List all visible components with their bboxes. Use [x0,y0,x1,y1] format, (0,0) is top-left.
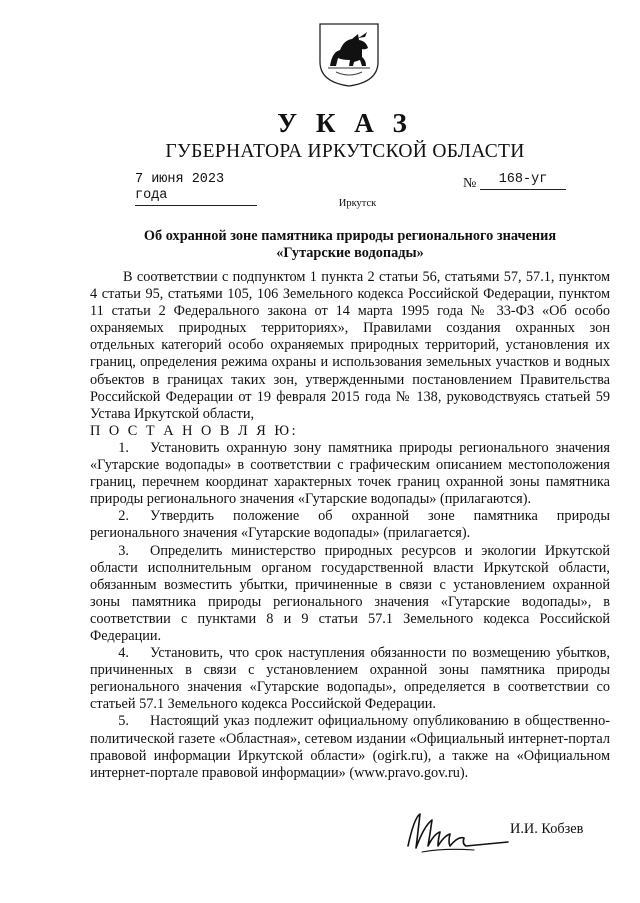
signatory-name: И.И. Кобзев [510,821,584,837]
clause-text: Настоящий указ подлежит официальному опубликованию в общественно-политической газете «Областная», сетевом издании «Официальный интернет-портал правовой информации Иркутской области» (ogirk.ru), а также на «Официальном интернет-портале правовой информации» (www.pravo.gov.ru). [90,713,610,781]
babr-emblem-icon [318,22,380,88]
clause-text: Установить, что срок наступления обязанности по возмещению убытков, причиненных в связи с установлением охранной зоны памятника природы регионального значения «Гутарские водопады», определяется в соответствии со статьей 57.1 Земельного кодекса Российской Федерации. [90,645,610,713]
clause-text: Утвердить положение об охранной зоне памятника природы регионального значения «Гутарские водопады» (прилагается). [90,508,610,542]
clause-number: 5. [118,713,129,730]
signature-icon [404,808,514,858]
document-type-title: У К А З [277,108,413,138]
handwritten-signature [404,808,514,858]
document-heading [90,228,610,262]
clause-number: 1. [118,439,129,456]
decree-keyword: П О С Т А Н О В Л Я Ю: [90,422,299,439]
clause-3 [90,543,610,646]
clause-1 [90,440,610,508]
clause-number: 3. [118,542,129,559]
document-heading-line-1: Об охранной зоне памятника природы регионального значения [143,228,557,244]
clause-text: Определить министерство природных ресурсов и экологии Иркутской области исполнительным органом государственной власти Иркутской области, обязанным возместить убытки, причиненные в связи с установлением охранной зоны памятника природы регионального значения «Гутарские водопады», в соответствии с пунктами 8 и 9 статьи 57.1 Земельного кодекса Российской Федерации. [90,542,610,644]
clause-number: 2. [118,508,129,525]
issue-city: Иркутск [338,198,377,209]
issuer-title: ГУБЕРНАТОРА ИРКУТСКОЙ ОБЛАСТИ [165,141,525,162]
clause-number: 4. [118,645,129,662]
coat-of-arms-emblem [318,22,380,88]
clause-5 [90,713,610,781]
preamble-paragraph: В соответствии с подпунктом 1 пункта 2 статьи 56, статьями 57, 57.1, пунктом 4 статьи 95, статьями 105, 106 Земельного кодекса Российской Федерации, пунктом 11 статьи 2 Федерального закона от 14 марта 1995 года № 33-ФЗ «Об особо охраняемых природных территориях», Правилами создания охранных зон отдельных категорий особо охраняемых природных территорий, установления их границ, определения режима охраны и использования земельных участков и водных объектов в границах таких зон, утвержденными постановлением Правительства Российской Федерации от 19 февраля 2015 года № 138, руководствуясь статьей 59 Устава Иркутской области, [90,269,610,422]
decree-date: 7 июня 2023 года [135,172,257,206]
clause-text: Установить охранную зону памятника природы регионального значения «Гутарские водопады» в соответствии с графическим описанием местоположения границ, перечнем координат характерных точек границ охранной зоны памятника природы регионального значения «Гутарские водопады» (прилагаются). [90,439,610,508]
number-sign: № [463,176,477,191]
clause-4 [90,645,610,713]
document-body [90,269,610,782]
clause-2 [90,508,610,542]
document-heading-line-2: «Гутарские водопады» [276,245,424,261]
decree-number: 168-уг [480,172,566,190]
